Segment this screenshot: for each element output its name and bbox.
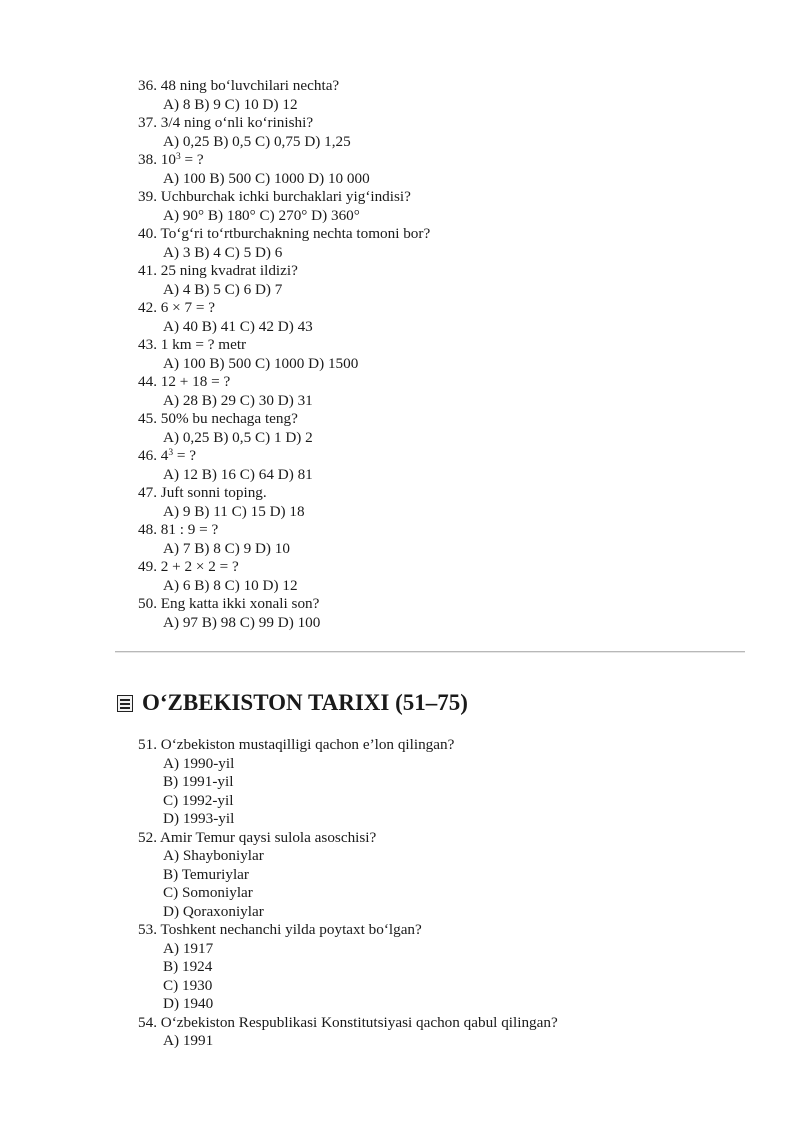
question-stem: 49. 2 + 2 × 2 = ? — [138, 558, 239, 575]
question-stem: 50. Eng katta ikki xonali son? — [138, 595, 320, 612]
math-question-list — [138, 77, 430, 632]
question-option: B) Temuriylar — [163, 865, 249, 883]
question-stem: 46. $4^3$ = ? — [138, 447, 197, 464]
question-options: A) 8 B) 9 C) 10 D) 12 — [163, 95, 298, 113]
question-option: B) 1924 — [163, 958, 213, 975]
question-stem: 54. O‘zbekiston Respublikasi Konstitutsiyasi qachon qabul qilingan? — [138, 1013, 558, 1031]
question-options: A) 7 B) 8 C) 9 D) 10 — [163, 539, 290, 557]
question-option: D) Qoraxoniylar — [163, 902, 264, 920]
question-stem: 41. 25 ning kvadrat ildizi? — [138, 262, 298, 279]
question-option: A) 1990-yil — [163, 754, 235, 772]
section-heading — [117, 689, 468, 717]
question-options: A) 12 B) 16 C) 64 D) 81 — [163, 465, 313, 483]
question-options: A) 100 B) 500 C) 1000 D) 1500 — [163, 354, 359, 372]
section-title-text: O‘ZBEKISTON TARIXI (51–75) — [142, 690, 468, 715]
exponent: 3 — [168, 448, 174, 458]
history-question-list — [138, 736, 558, 1051]
question-options: A) 97 B) 98 C) 99 D) 100 — [163, 613, 321, 631]
question-option: C) Somoniylar — [163, 884, 253, 901]
question-option: A) Shayboniylar — [163, 847, 264, 864]
question-stem: 38. $10^3$ = ? — [138, 151, 204, 168]
question-option: D) 1940 — [163, 995, 214, 1012]
question-options: A) 40 B) 41 C) 42 D) 43 — [163, 317, 313, 335]
section-divider — [115, 651, 745, 653]
question-options: A) 90° B) 180° C) 270° D) 360° — [163, 206, 360, 224]
question-stem: 53. Toshkent nechanchi yilda poytaxt bo‘lgan? — [138, 921, 422, 938]
question-options: A) 100 B) 500 C) 1000 D) 10 000 — [163, 169, 370, 187]
document-icon — [117, 695, 133, 712]
question-options: A) 3 B) 4 C) 5 D) 6 — [163, 243, 283, 261]
question-option: A) 1991 — [163, 1032, 214, 1049]
question-option: C) 1992-yil — [163, 791, 234, 809]
question-options: A) 6 B) 8 C) 10 D) 12 — [163, 576, 298, 594]
question-options: A) 0,25 B) 0,5 C) 0,75 D) 1,25 — [163, 132, 351, 150]
question-stem: 40. To‘g‘ri to‘rtburchakning nechta tomoni bor? — [138, 225, 431, 242]
question-options: A) 9 B) 11 C) 15 D) 18 — [163, 502, 305, 520]
question-stem: 48. 81 : 9 = ? — [138, 521, 219, 538]
question-options: A) 28 B) 29 C) 30 D) 31 — [163, 391, 313, 409]
question-options: A) 4 B) 5 C) 6 D) 7 — [163, 280, 283, 298]
question-option: D) 1993-yil — [163, 810, 235, 827]
question-stem: 51. O‘zbekiston mustaqilligi qachon e’lon qilingan? — [138, 736, 455, 753]
question-option: A) 1917 — [163, 939, 214, 957]
question-option: B) 1991-yil — [163, 773, 234, 790]
exponent: 3 — [175, 152, 181, 162]
question-stem: 52. Amir Temur qaysi sulola asoschisi? — [138, 828, 377, 846]
question-stem: 45. 50% bu nechaga teng? — [138, 410, 298, 427]
question-stem: 42. 6 × 7 = ? — [138, 299, 216, 316]
question-stem: 43. 1 km = ? metr — [138, 336, 247, 353]
question-stem: 36. 48 ning bo‘luvchilari nechta? — [138, 77, 340, 94]
question-stem: 39. Uchburchak ichki burchaklari yig‘indisi? — [138, 188, 411, 205]
question-options: A) 0,25 B) 0,5 C) 1 D) 2 — [163, 428, 313, 446]
question-option: C) 1930 — [163, 976, 213, 994]
question-stem: 37. 3/4 ning o‘nli ko‘rinishi? — [138, 114, 314, 131]
question-stem: 47. Juft sonni toping. — [138, 484, 267, 501]
question-stem: 44. 12 + 18 = ? — [138, 373, 231, 390]
